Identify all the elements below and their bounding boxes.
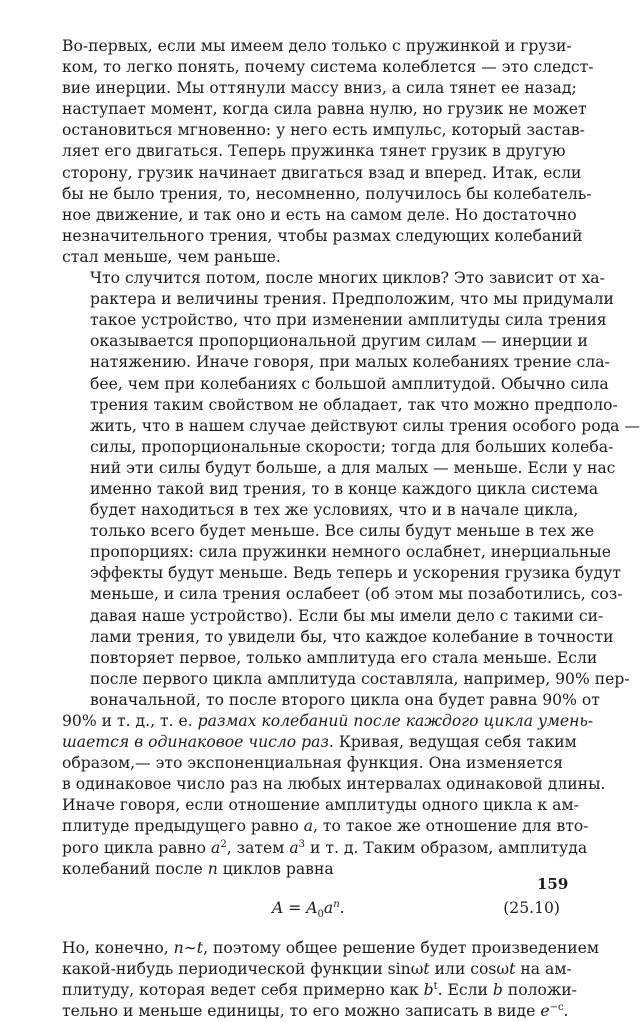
text-span: . Если <box>437 980 493 999</box>
text-span: Кривая, ведущая себя таким <box>333 733 577 752</box>
text-span: Но, конечно, <box>62 938 174 957</box>
emphasis-text: шается в одинаковое число раз. <box>62 733 334 752</box>
text-span: положи- <box>502 980 577 999</box>
text-span: . <box>563 1002 569 1021</box>
text-line: именно такой вид трения, то в конце каждого цикла система <box>90 479 599 498</box>
text-line: наступает момент, когда сила равна нулю, но грузик не может <box>62 100 587 119</box>
text-span: и т. д. Таким образом, амплитуда <box>305 838 588 857</box>
text-line <box>62 859 562 880</box>
text-line: трения таким свойством не обладает, так что можно предполо- <box>90 395 618 414</box>
text-line: вие инерции. Мы оттянули массу вниз, а сила тянет ее назад; <box>62 79 577 98</box>
equation-rhs-var: a <box>323 898 334 917</box>
text-line: Во-первых, если мы имеем дело только с пружинкой и грузи- <box>62 37 572 55</box>
text-line: воначальной, то после второго цикла она будет равна 90% от <box>90 690 600 709</box>
text-span: циклов равна <box>217 859 334 878</box>
text-line: остановиться мгновенно: у него есть импульс, который застав- <box>62 121 585 140</box>
text-line <box>62 959 572 980</box>
text-line: стал меньше, чем раньше. <box>62 247 281 266</box>
text-body <box>62 36 641 1022</box>
superscript: 2 <box>220 838 227 850</box>
variable: a <box>303 817 314 836</box>
text-span: тельно и меньше единицы, то его можно записать в виде <box>62 1002 541 1021</box>
text-span: , поэтому общее решение будет произведением <box>203 938 599 957</box>
text-line: силы, пропорциональные скорости; тогда для больших колеба- <box>90 437 614 456</box>
text-line: сторону, грузик начинает двигаться взад и вперед. Итак, если <box>62 163 582 182</box>
text-line: повторяет первое, только амплитуда его стала меньше. Если <box>90 648 598 667</box>
text-line: лами трения, то увидели бы, что каждое колебание в точности <box>90 627 614 646</box>
text-line <box>62 938 599 959</box>
equation-number: (25.10) <box>503 898 560 917</box>
paragraph-2 <box>62 268 641 711</box>
paragraph-2-continued <box>62 711 594 753</box>
equation-25-10 <box>62 886 562 930</box>
equation-period: . <box>339 898 345 917</box>
text-line <box>62 711 594 732</box>
text-line: ное движение, и так оно и есть на самом деле. Но достаточно <box>62 205 577 224</box>
paragraph-1 <box>62 36 594 268</box>
text-line: ляет его двигаться. Теперь пружинка тянет грузик в другую <box>62 142 566 161</box>
text-line <box>62 1001 569 1022</box>
text-line: давая наше устройство). Если бы мы имели дело с такими си- <box>90 606 604 625</box>
text-line: Иначе говоря, если отношение амплитуды одного цикла к ам- <box>62 796 579 815</box>
superscript: t <box>433 980 438 992</box>
text-line: бы не было трения, то, несомненно, получилось бы колебатель- <box>62 184 592 203</box>
text-line: ний эти силы будут больше, а для малых — меньше. Если у нас <box>90 458 616 477</box>
variable: b <box>423 980 434 999</box>
text-line: эффекты будут меньше. Ведь теперь и ускорения грузика будут <box>90 564 621 583</box>
emphasis-text: размах колебаний после каждого цикла умень- <box>197 712 594 730</box>
equation-lhs: A <box>272 898 284 917</box>
text-line: ком, то легко понять, почему система колеблется — это следст- <box>62 58 594 77</box>
text-span: на ам- <box>515 959 572 978</box>
text-span: рого цикла равно <box>62 838 212 857</box>
text-span: или cosω <box>429 959 510 978</box>
superscript: n <box>333 898 340 910</box>
equation-rhs-base: A <box>306 898 318 917</box>
variable: n∼t <box>173 938 204 957</box>
text-line: такое устройство, что при изменении амплитуды сила трения <box>90 311 607 330</box>
superscript: −c <box>549 1001 564 1013</box>
text-line: оказывается пропорциональной другим силам — инерции и <box>90 332 588 351</box>
text-line: после первого цикла амплитуда составляла, например, 90% пер- <box>90 669 630 688</box>
text-line: пропорциях: сила пружинки немного ослабнет, инерциальные <box>90 543 611 562</box>
variable: e <box>540 1002 550 1021</box>
variable: t <box>423 959 430 978</box>
text-span: , то такое же отношение для вто- <box>313 817 589 836</box>
variable: a <box>289 838 299 857</box>
subscript: 0 <box>317 908 324 920</box>
text-span: какой-нибудь периодической функции sinω <box>62 959 424 978</box>
text-line: только всего будет меньше. Все силы будут меньше в тех же <box>90 522 595 541</box>
paragraph-2-tail <box>62 753 606 816</box>
variable: t <box>509 959 516 978</box>
variable: b <box>492 980 503 999</box>
text-line: будет находиться в тех же условиях, что и в начале цикла, <box>90 501 579 520</box>
text-span: колебаний после <box>62 859 208 878</box>
text-line: Что случится потом, после многих циклов? Это зависит от ха- <box>90 269 605 288</box>
text-line: в одинаковое число раз на любых интервалах одинаковой длины. <box>62 775 606 794</box>
page-number: 159 <box>537 875 569 893</box>
text-line <box>62 838 588 859</box>
text-span: 90% и т. д., т. е. <box>62 712 198 730</box>
text-line: жить, что в нашем случае действуют силы трения особого рода — <box>90 416 641 435</box>
text-line <box>62 732 577 753</box>
text-span: , затем <box>226 838 290 857</box>
text-line: меньше, и сила трения ослабеет (об этом мы позаботились, соз- <box>90 585 623 604</box>
paragraph-3 <box>62 938 599 1022</box>
variable: a <box>211 838 221 857</box>
text-line: натяжению. Иначе говоря, при малых колебаниях трение сла- <box>90 353 610 372</box>
paragraph-2-formula-lines <box>62 816 589 879</box>
equals-sign: = <box>283 898 307 917</box>
text-line <box>62 816 589 837</box>
text-line: рактера и величины трения. Предположим, что мы придумали <box>90 290 614 309</box>
text-span: плитуде предыдущего равно <box>62 817 304 836</box>
text-span: плитуду, которая ведет себя примерно как <box>62 980 424 999</box>
variable: n <box>207 859 218 878</box>
text-line: образом,— это экспоненциальная функция. Она изменяется <box>62 754 563 773</box>
text-line <box>62 980 577 1001</box>
superscript: 3 <box>298 838 306 850</box>
text-line: незначительного трения, чтобы размах следующих колебаний <box>62 226 583 245</box>
text-line: бее, чем при колебаниях с большой амплитудой. Обычно сила <box>90 374 609 393</box>
equation-body <box>272 898 345 919</box>
